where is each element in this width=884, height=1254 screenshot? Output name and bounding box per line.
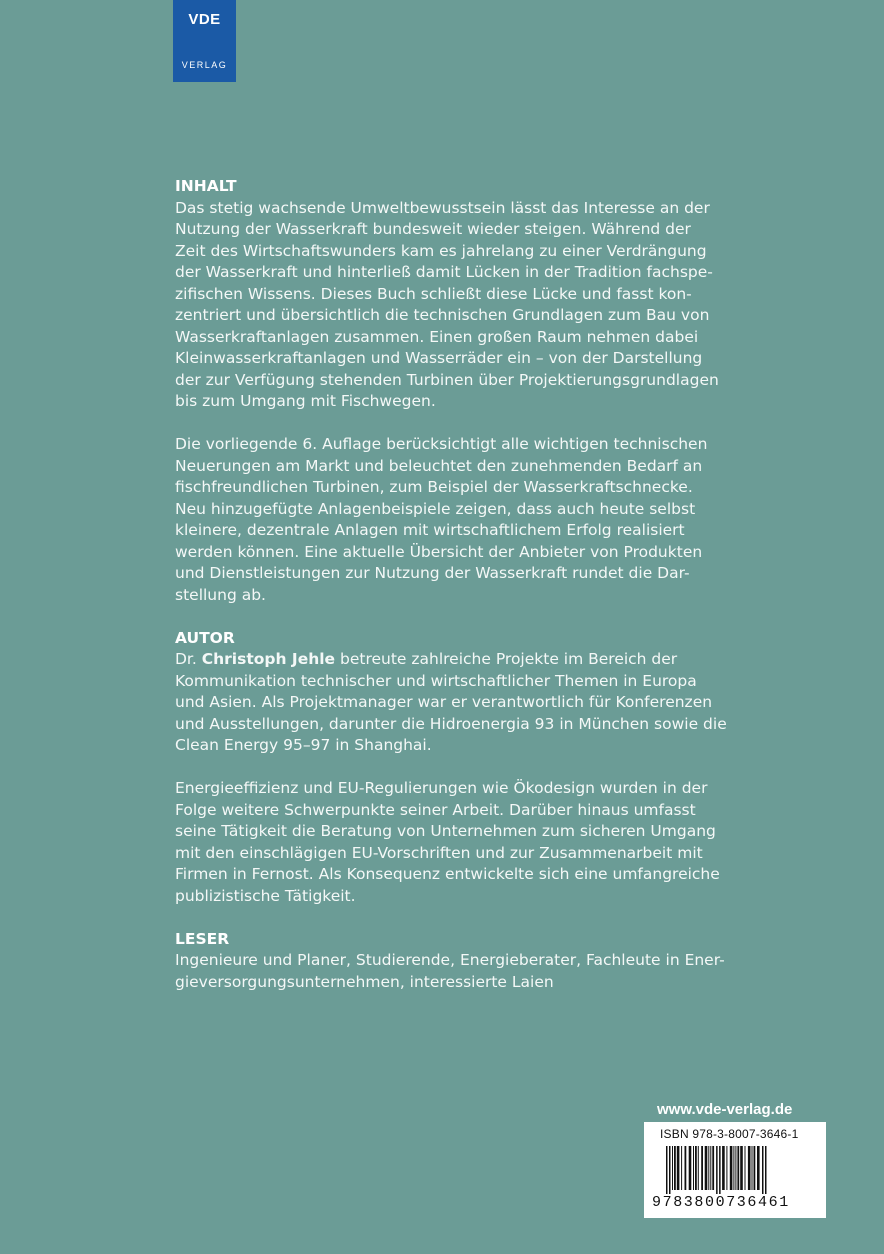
text-line: und Asien. Als Projektmanager war er verantwortlich für Konferenzen bbox=[175, 693, 713, 711]
barcode-bar bbox=[740, 1146, 743, 1190]
text-line: und Dienstleistungen zur Nutzung der Wasserkraft rundet die Dar- bbox=[175, 564, 690, 582]
text-line: Ingenieure und Planer, Studierende, Energieberater, Fachleute in Ener- bbox=[175, 951, 725, 969]
inhalt-heading: INHALT bbox=[175, 177, 237, 195]
barcode-bar bbox=[689, 1146, 692, 1190]
barcode-bar bbox=[685, 1146, 687, 1190]
barcode-bar bbox=[745, 1146, 746, 1190]
barcode-bar bbox=[722, 1146, 725, 1190]
barcode-bars bbox=[666, 1146, 816, 1194]
text-line: Clean Energy 95–97 in Shanghai. bbox=[175, 736, 432, 754]
autor-paragraph-2 bbox=[175, 778, 735, 907]
isbn-barcode bbox=[644, 1122, 826, 1218]
text-line: fischfreundlichen Turbinen, zum Beispiel der Wasserkraftschnecke. bbox=[175, 478, 693, 496]
barcode-digits: 9783800736461 bbox=[652, 1194, 790, 1211]
text-line: Neu hinzugefügte Anlagenbeispiele zeigen, dass auch heute selbst bbox=[175, 499, 696, 518]
barcode-bar bbox=[666, 1146, 668, 1194]
text-line: werden können. Eine aktuelle Übersicht der Anbieter von Produkten bbox=[175, 542, 703, 561]
barcode-bar bbox=[698, 1146, 699, 1190]
text-line: Die vorliegende 6. Auflage berücksichtigt alle wichtigen technischen bbox=[175, 435, 708, 453]
text-line: Das stetig wachsende Umweltbewusstsein lässt das Interesse an der bbox=[175, 198, 710, 217]
text-line: Folge weitere Schwerpunkte seiner Arbeit. Darüber hinaus umfasst bbox=[175, 800, 696, 819]
text-line: zentriert und übersichtlich die technischen Grundlagen zum Bau von bbox=[175, 306, 710, 324]
barcode-bar bbox=[681, 1146, 682, 1190]
text-line: der zur Verfügung stehenden Turbinen über Projektierungsgrundlagen bbox=[175, 370, 719, 389]
barcode-bar bbox=[705, 1146, 708, 1190]
text-line: kleinere, dezentrale Anlagen mit wirtschaftlichem Erfolg realisiert bbox=[175, 521, 685, 539]
text-line: Kommunikation technischer und wirtschaftlicher Themen in Europa bbox=[175, 671, 697, 690]
text-line: Neuerungen am Markt und beleuchtet den zunehmenden Bedarf an bbox=[175, 456, 703, 475]
barcode-bar bbox=[677, 1146, 680, 1190]
barcode-bar bbox=[737, 1146, 739, 1190]
author-name: Christoph Jehle bbox=[201, 650, 336, 668]
barcode-bar bbox=[712, 1146, 714, 1190]
publisher-website: www.vde-verlag.de bbox=[657, 1101, 793, 1118]
text-line: Zeit des Wirtschaftswunders kam es jahrelang zu einer Verdrängung bbox=[175, 241, 707, 260]
barcode-bar bbox=[716, 1146, 718, 1194]
leser-heading: LESER bbox=[175, 929, 230, 948]
inhalt-paragraph-1 bbox=[175, 198, 735, 413]
text-line: seine Tätigkeit die Beratung von Unternehmen zum sicheren Umgang bbox=[175, 822, 716, 840]
text-line: bis zum Umgang mit Fischwegen. bbox=[175, 392, 436, 410]
isbn-number: ISBN 978-3-8007-3646-1 bbox=[660, 1127, 799, 1141]
text-line: Wasserkraftanlagen zusammen. Einen großen Raum nehmen dabei bbox=[175, 327, 699, 346]
text-line: Kleinwasserkraftanlagen und Wasserräder ein – von der Darstellung bbox=[175, 349, 703, 367]
barcode-bar bbox=[710, 1146, 711, 1190]
barcode-bar bbox=[765, 1146, 767, 1194]
barcode-bar bbox=[752, 1146, 753, 1190]
barcode-bar bbox=[735, 1146, 736, 1190]
barcode-bar bbox=[762, 1146, 764, 1194]
inhalt-paragraph-2 bbox=[175, 434, 735, 606]
logo-verlag-text: VERLAG bbox=[181, 60, 228, 70]
autor-heading: AUTOR bbox=[175, 628, 235, 647]
text-line: stellung ab. bbox=[175, 585, 266, 604]
barcode-bar bbox=[701, 1146, 703, 1190]
text-line: gieversorgungsunternehmen, interessierte Laien bbox=[175, 972, 554, 991]
barcode-bar bbox=[757, 1146, 760, 1190]
barcode-bar bbox=[719, 1146, 721, 1194]
barcode-bar bbox=[674, 1146, 676, 1190]
barcode-bar bbox=[726, 1146, 727, 1190]
text-line: und Ausstellungen, darunter die Hidroenergia 93 in München sowie die bbox=[175, 714, 727, 733]
autor-paragraph-1 bbox=[175, 649, 735, 757]
text-line: Dr. bbox=[175, 650, 202, 668]
text-line: Firmen in Fernost. Als Konsequenz entwickelte sich eine umfangreiche bbox=[175, 865, 720, 883]
barcode-bar bbox=[695, 1146, 697, 1190]
barcode-bar bbox=[733, 1146, 734, 1190]
barcode-bar bbox=[672, 1146, 673, 1190]
barcode-bar bbox=[708, 1146, 709, 1190]
vde-verlag-logo bbox=[173, 0, 236, 82]
barcode-bar bbox=[669, 1146, 671, 1194]
barcode-bar bbox=[730, 1146, 733, 1190]
text-line: der Wasserkraft und hinterließ damit Lücken in der Tradition fachspe- bbox=[175, 263, 713, 281]
leser-paragraph bbox=[175, 950, 735, 993]
logo-vde-text: VDE bbox=[188, 11, 221, 28]
back-cover-text bbox=[175, 176, 735, 993]
text-line: zifischen Wissens. Dieses Buch schließt diese Lücke und fasst kon- bbox=[175, 284, 692, 303]
text-line: betreute zahlreiche Projekte im Bereich der bbox=[335, 650, 678, 668]
barcode-bar bbox=[754, 1146, 756, 1190]
text-line: Nutzung der Wasserkraft bundesweit wieder steigen. Während der bbox=[175, 220, 691, 238]
text-line: mit den einschlägigen EU-Vorschriften und zur Zusammenarbeit mit bbox=[175, 843, 703, 862]
barcode-bar bbox=[693, 1146, 694, 1190]
text-line: publizistische Tätigkeit. bbox=[175, 886, 356, 905]
barcode-bar bbox=[748, 1146, 751, 1190]
text-line: Energieeffizienz und EU-Regulierungen wie Ökodesign wurden in der bbox=[175, 779, 708, 797]
